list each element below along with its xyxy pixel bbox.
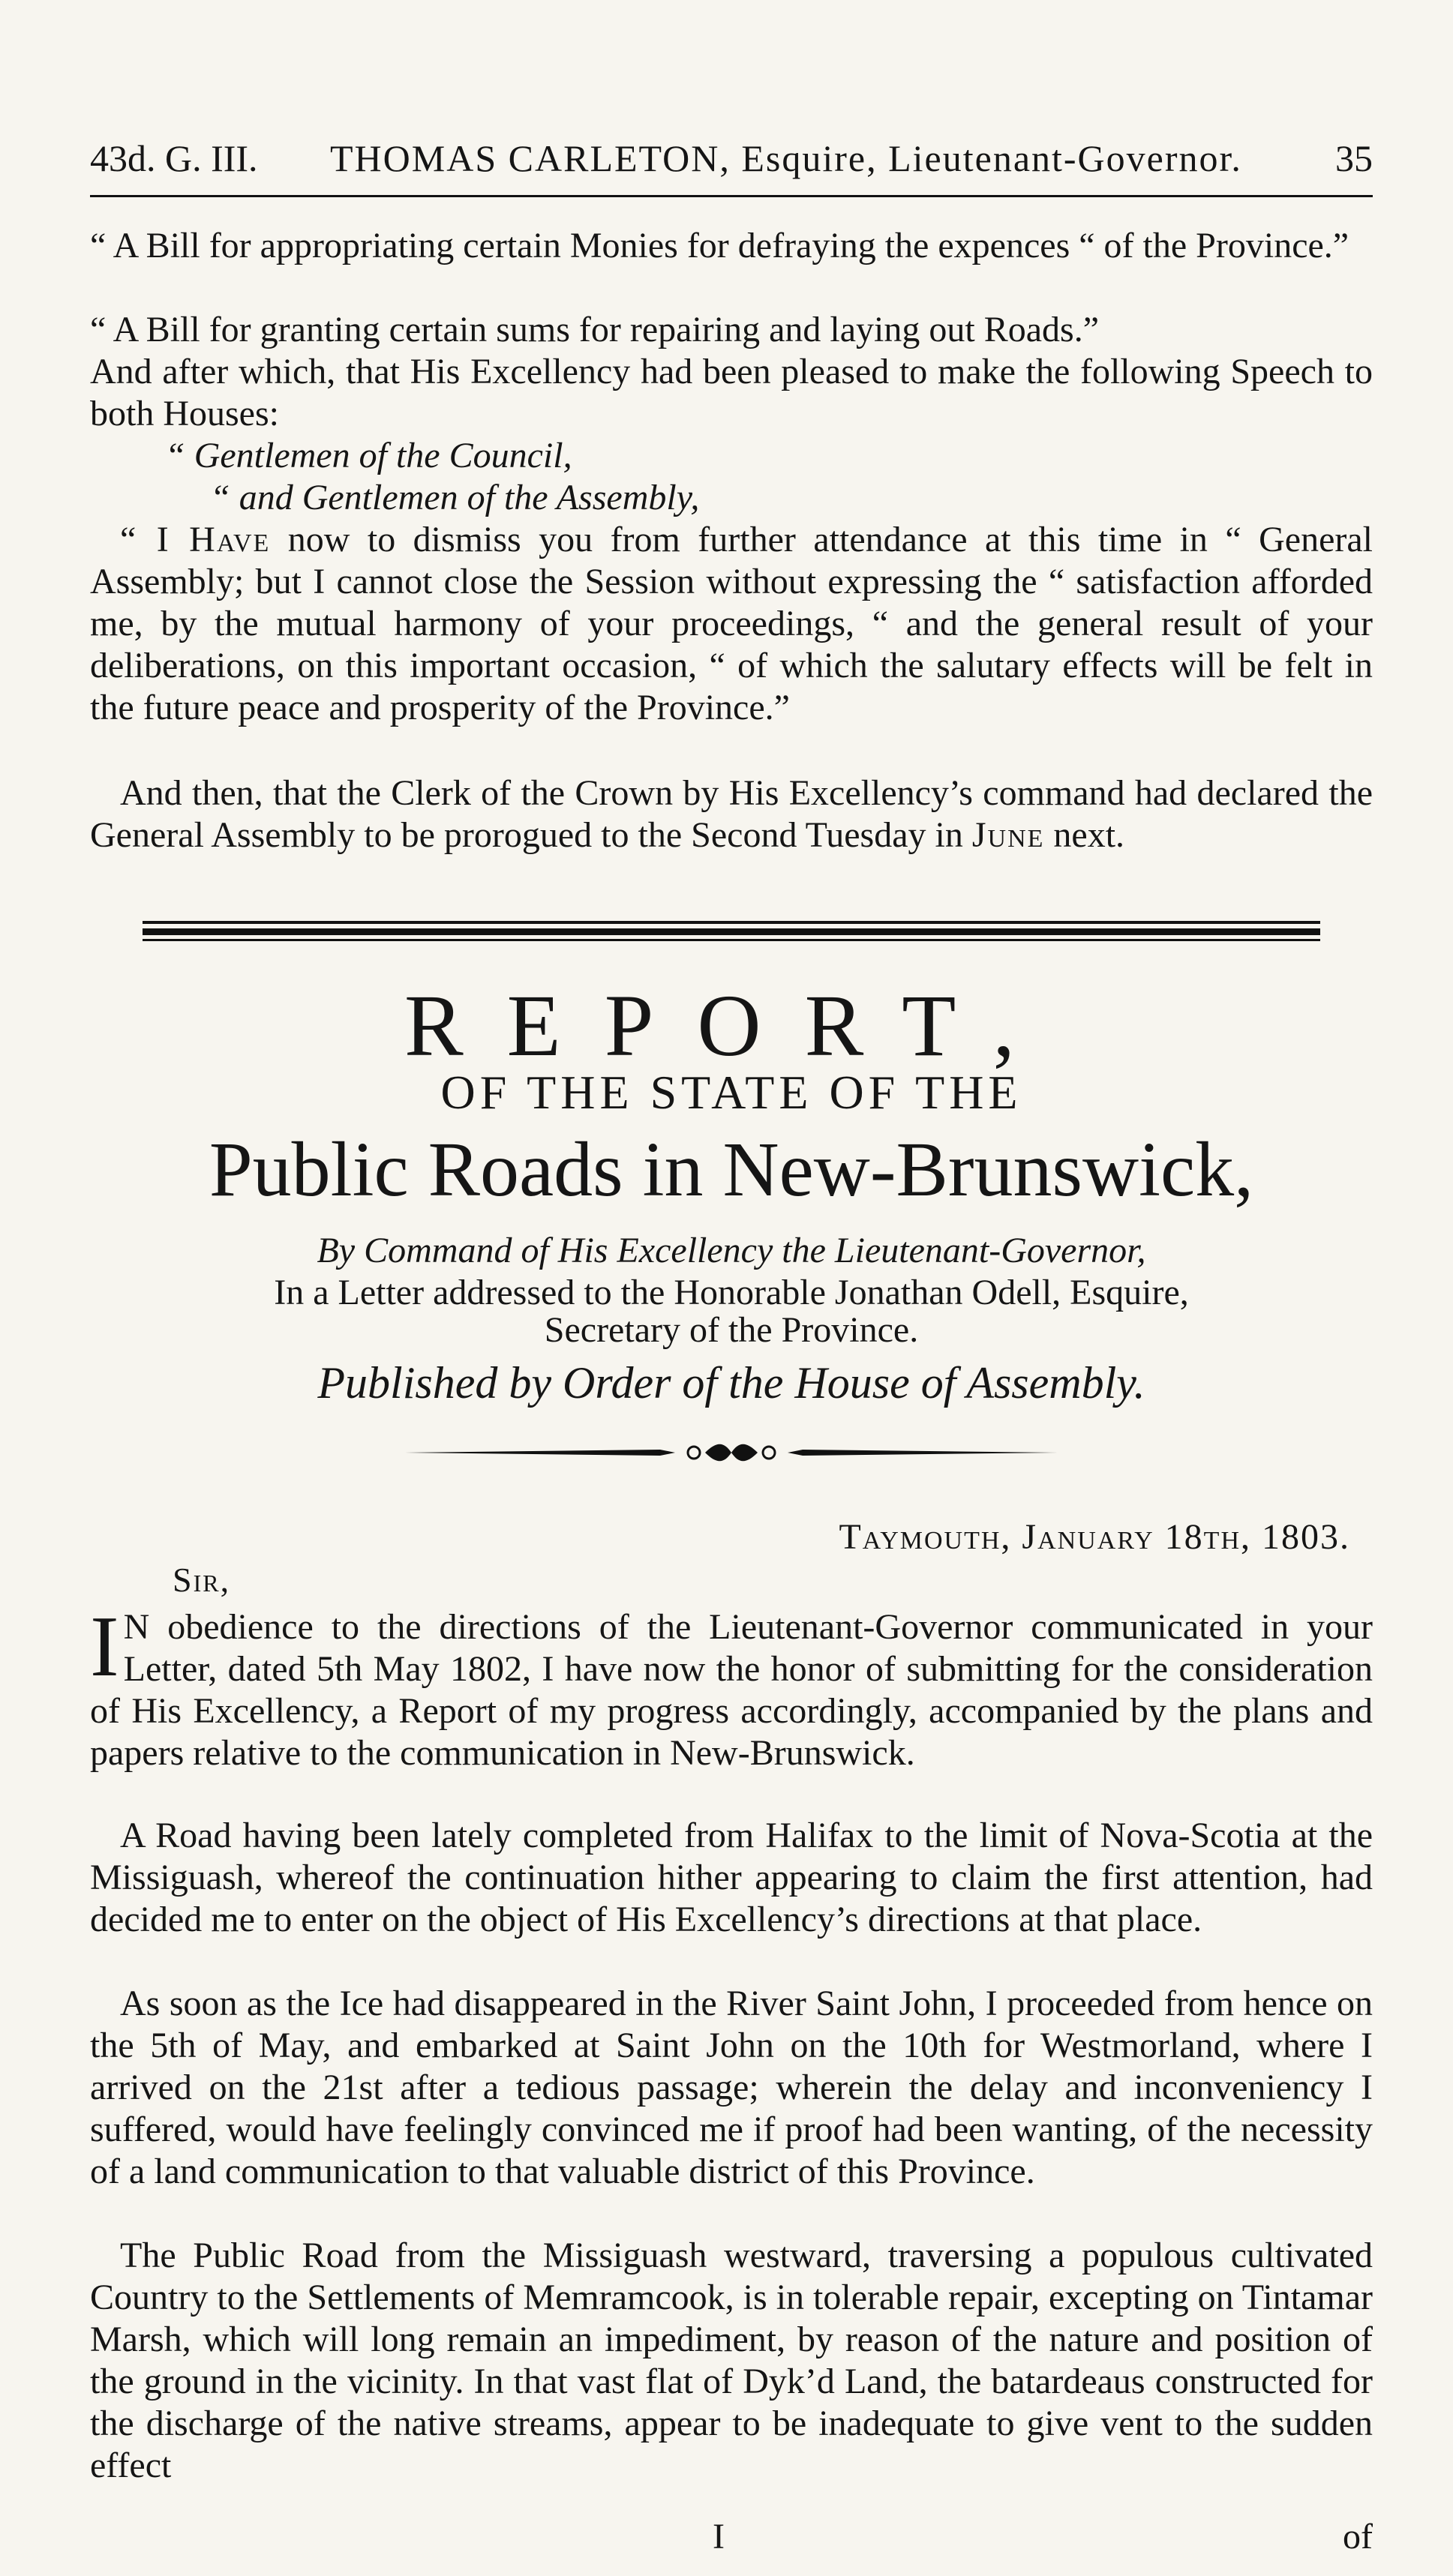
closing-text-1: And then, that the Clerk of the Crown by His Excellency’s command had declared the General Assembly to be prorogued to the Second Tuesday in [90,773,1373,855]
section-rule-top [143,921,1320,924]
closing-text-2: next. [1044,815,1125,855]
closing-paragraph [90,772,1373,856]
header-title: THOMAS CARLETON, Esquire, Lieutenant-Governor. [330,137,1242,179]
signature-mark: I [713,2517,725,2557]
speech-lead: “ I Have [120,520,271,559]
header-rule [90,195,1373,197]
address-council: “ Gentlemen of the Council, [165,436,572,475]
bill-roads: “ A Bill for granting certain sums for repairing and laying out Roads.” [90,310,1100,349]
section-rule-thick [143,928,1320,935]
report-subtitle: OF THE STATE OF THE [440,1066,1022,1119]
regnal-year: 43d. G. III. [90,137,258,179]
published-line: Published by Order of the House of Assembly. [317,1358,1145,1408]
report-main-title: Public Roads in New-Brunswick, [209,1126,1254,1213]
letter-paragraph-1 [90,1599,1373,1774]
letter-paragraph-2: A Road having been lately completed from Halifax to the limit of Nova-Scotia at the Missiguash, whereof the continuation hither appearing to claim the first attention, had decided me to enter on the object of His Excellency’s directions at that place. [90,1816,1373,1939]
letter-addressed-line: In a Letter addressed to the Honorable Jonathan Odell, Esquire, [274,1273,1189,1312]
by-command-line: By Command of His Excellency the Lieutenant-Governor, [317,1231,1146,1270]
bill-appropriating: “ A Bill for appropriating certain Monies for defraying the expences “ of the Province.” [90,226,1349,265]
paragraph-1-text: N obedience to the directions of the Lieutenant-Governor communicated in your Letter, dated 5th May 1802, I have now the honor of submitting for the consideration of His Excellency, a Report of my progress accordingly, accompanied by the plans and papers relative to the communication in New-Brunswick. [90,1607,1373,1773]
speech-paragraph [90,519,1373,729]
after-paragraph: And after which, that His Excellency had been pleased to make the following Speech to both Houses: [90,352,1373,433]
ornament-divider [405,1441,1058,1464]
catchword: of [1343,2517,1373,2557]
speech-text: now to dismiss you from further attendance at this time in “ General Assembly; but I cannot close the Session without expressing the “ satisfaction afforded me, by the mutual harmony of your proceedings, “ and the general result of your deliberations, on this important occasion, “ of which the salutary effects will be felt in the future peace and prosperity of the Province.” [90,520,1373,727]
drop-cap: I [90,1599,119,1695]
closing-month: June [971,815,1045,855]
letter-paragraph-4: The Public Road from the Missiguash westward, traversing a populous cultivated Country to the Settlements of Memramcook, is in tolerable repair, excepting on Tintamar Marsh, which will long remain an impediment, by reason of the nature and position of the ground in the vicinity. In that vast flat of Dyk’d Land, the batardeaus constructed for the discharge of the native streams, appear to be inadequate to give vent to the sudden effect [90,2236,1373,2485]
salutation: Sir, [173,1561,231,1599]
dateline: Taymouth, January 18th, 1803. [839,1517,1350,1557]
secretary-line: Secretary of the Province. [544,1310,919,1350]
address-assembly: “ and Gentlemen of the Assembly, [210,478,700,517]
page-number: 35 [1335,137,1373,179]
report-title: REPORT, [404,976,1059,1075]
letter-paragraph-3: As soon as the Ice had disappeared in the River Saint John, I proceeded from hence on the 5th of May, and embarked at Saint John on the 10th for Westmorland, where I arrived on the 21st after a tedious passage; wherein the delay and inconveniency I suffered, would have feelingly convinced me if proof had been wanting, of the necessity of a land communication to that valuable district of this Province. [90,1984,1373,2191]
section-rule-bottom [143,939,1320,941]
